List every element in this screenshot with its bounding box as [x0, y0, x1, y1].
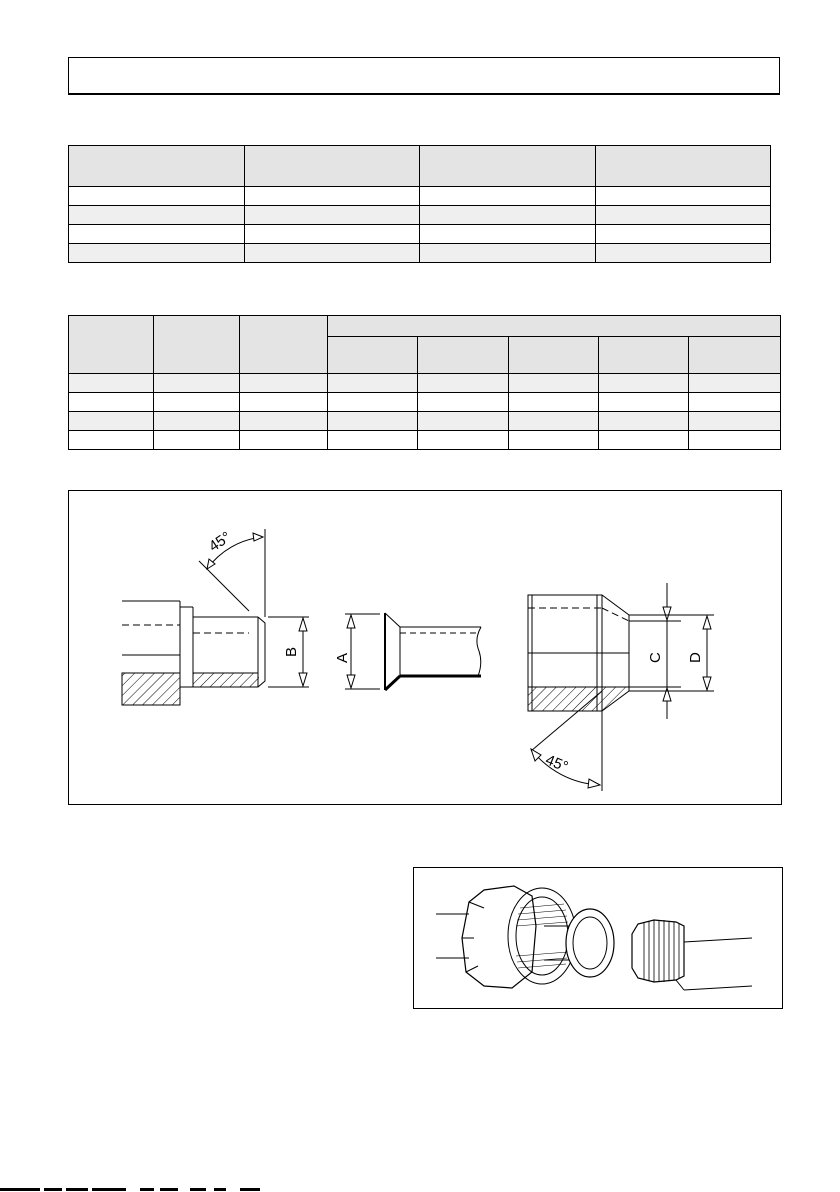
flare-dimension-drawing [69, 491, 783, 806]
scan-artifact [0, 1187, 270, 1192]
table-header-cell [244, 146, 420, 187]
table-header-cell [418, 337, 509, 374]
table-header-cell [69, 146, 245, 187]
dimension-b-label: B [283, 646, 300, 657]
table-header-cell [689, 337, 781, 374]
table-header-cell [240, 316, 328, 374]
angle-label-right: 45° [543, 751, 571, 776]
table-row [69, 225, 771, 244]
flare-tool-drawing [122, 529, 309, 705]
table-row [69, 244, 771, 263]
pipe-size-table [68, 145, 771, 263]
table-row [69, 374, 781, 393]
table-header-cell [69, 316, 154, 374]
dimension-d-label: D [687, 652, 704, 663]
dimension-c-label: C [647, 652, 664, 663]
flare-dimension-table [68, 315, 781, 450]
table-row [69, 187, 771, 206]
dimension-a-label: A [334, 652, 351, 663]
flare-dimension-figure [68, 490, 782, 805]
table-row [69, 431, 781, 450]
section-title-box [68, 57, 780, 95]
table-header-cell [328, 337, 418, 374]
table-header-cell [509, 337, 599, 374]
table-group-header [328, 316, 781, 337]
table-row [69, 206, 771, 225]
table-header-cell [599, 337, 689, 374]
table-row [69, 412, 781, 431]
table-row [69, 393, 781, 412]
angle-label-left: 45° [205, 528, 235, 556]
flare-connection-illustration [414, 868, 784, 1010]
flare-connection-figure [413, 867, 783, 1009]
table-header-cell [595, 146, 771, 187]
table-header-cell [154, 316, 240, 374]
flared-pipe-drawing [345, 613, 481, 690]
table-header-cell [420, 146, 596, 187]
